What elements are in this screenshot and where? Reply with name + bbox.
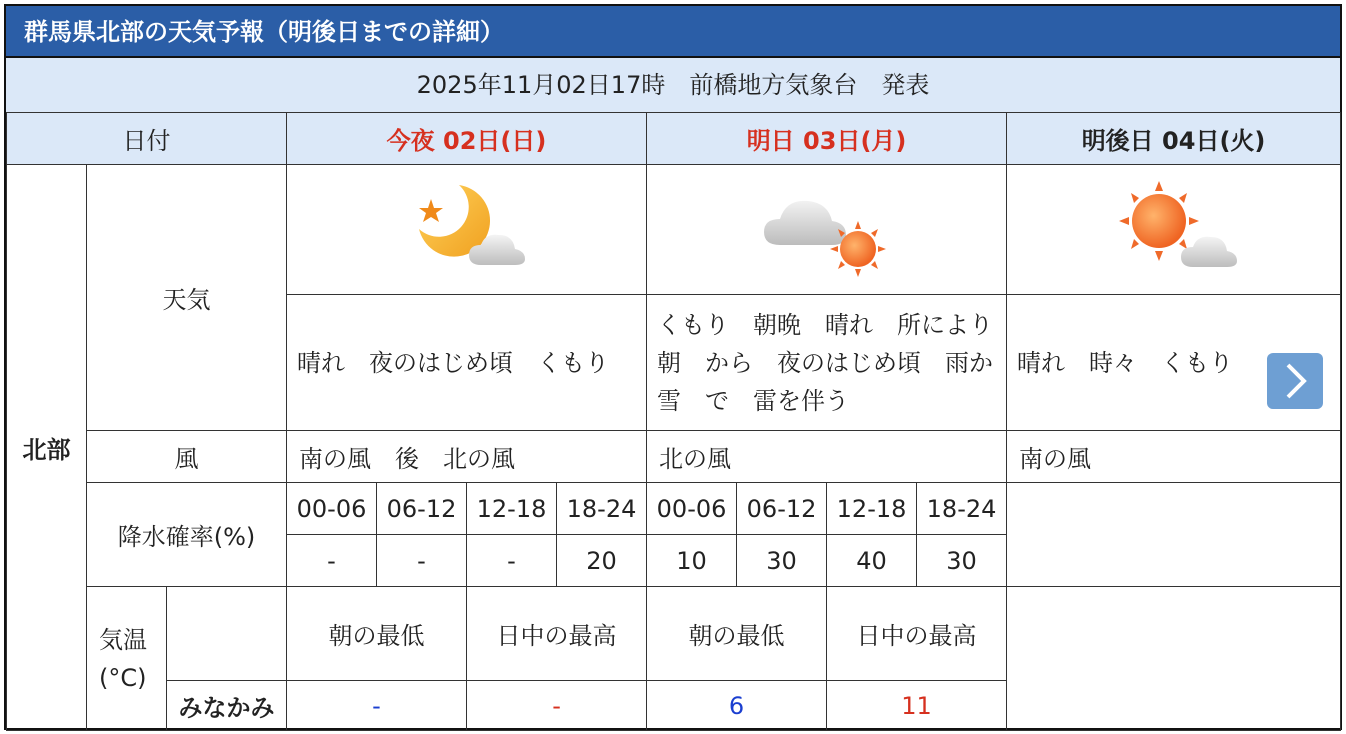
day3-temp-empty — [1007, 587, 1341, 731]
day1-morning-min-label: 朝の最低 — [287, 587, 467, 681]
precip-value: 10 — [647, 535, 737, 587]
temp-header-row — [7, 587, 1341, 681]
day1-min-temp: - — [287, 681, 467, 731]
precip-value: 40 — [827, 535, 917, 587]
precip-label: 降水確率(%) — [87, 483, 287, 587]
precip-period: 00-06 — [287, 483, 377, 535]
cloud-sun-icon — [752, 177, 902, 277]
next-button[interactable] — [1267, 353, 1323, 409]
day1-weather-icon-cell — [287, 165, 647, 295]
forecast-frame — [4, 4, 1342, 730]
day2-weather-icon-cell — [647, 165, 1007, 295]
temp-station-header-empty — [167, 587, 287, 681]
precip-period: 18-24 — [917, 483, 1007, 535]
day2-max-temp: 11 — [827, 681, 1007, 731]
temp-label — [87, 587, 167, 731]
precip-period: 00-06 — [647, 483, 737, 535]
wind-label: 風 — [87, 431, 287, 483]
weather-icon-row — [7, 165, 1341, 295]
precip-period: 06-12 — [737, 483, 827, 535]
precip-value: 20 — [557, 535, 647, 587]
precip-period: 18-24 — [557, 483, 647, 535]
day3-precip-empty — [1007, 483, 1341, 587]
precip-value: 30 — [737, 535, 827, 587]
day3-wind: 南の風 — [1007, 431, 1341, 483]
precip-value: - — [287, 535, 377, 587]
sun-cloud-icon — [1099, 177, 1249, 277]
day1-header: 今夜 02日(日) — [287, 113, 647, 165]
day1-wind: 南の風 後 北の風 — [287, 431, 647, 483]
wind-row — [7, 431, 1341, 483]
day3-header: 明後日 04日(火) — [1007, 113, 1341, 165]
issued-time: 2025年11月02日17時 前橋地方気象台 発表 — [6, 58, 1340, 114]
temp-label-line2: (°C) — [99, 663, 147, 692]
forecast-table — [6, 112, 1341, 731]
temp-label-line1: 気温 — [99, 625, 147, 654]
page-title: 群馬県北部の天気予報（明後日までの詳細） — [6, 6, 1340, 58]
date-label: 日付 — [7, 113, 287, 165]
day2-day-max-label: 日中の最高 — [827, 587, 1007, 681]
date-header-row — [7, 113, 1341, 165]
day1-day-max-label: 日中の最高 — [467, 587, 647, 681]
day2-min-temp: 6 — [647, 681, 827, 731]
precip-period-row — [7, 483, 1341, 535]
precip-value: - — [467, 535, 557, 587]
moon-star-cloud-icon — [397, 177, 537, 277]
day2-wind: 北の風 — [647, 431, 1007, 483]
precip-period: 12-18 — [827, 483, 917, 535]
precip-period: 12-18 — [467, 483, 557, 535]
day1-max-temp: - — [467, 681, 647, 731]
weather-label: 天気 — [87, 165, 287, 431]
day1-weather-text: 晴れ 夜のはじめ頃 くもり — [287, 295, 647, 431]
precip-period: 06-12 — [377, 483, 467, 535]
station-name: みなかみ — [167, 681, 287, 731]
day3-weather-text: 晴れ 時々 くもり — [1007, 295, 1341, 431]
region-label: 北部 — [7, 165, 87, 731]
day2-morning-min-label: 朝の最低 — [647, 587, 827, 681]
chevron-right-icon — [1280, 361, 1310, 401]
day2-weather-text: くもり 朝晩 晴れ 所により 朝 から 夜のはじめ頃 雨か雪 で 雷を伴う — [647, 295, 1007, 431]
precip-value: 30 — [917, 535, 1007, 587]
day2-header: 明日 03日(月) — [647, 113, 1007, 165]
day3-weather-icon-cell — [1007, 165, 1341, 295]
precip-value: - — [377, 535, 467, 587]
